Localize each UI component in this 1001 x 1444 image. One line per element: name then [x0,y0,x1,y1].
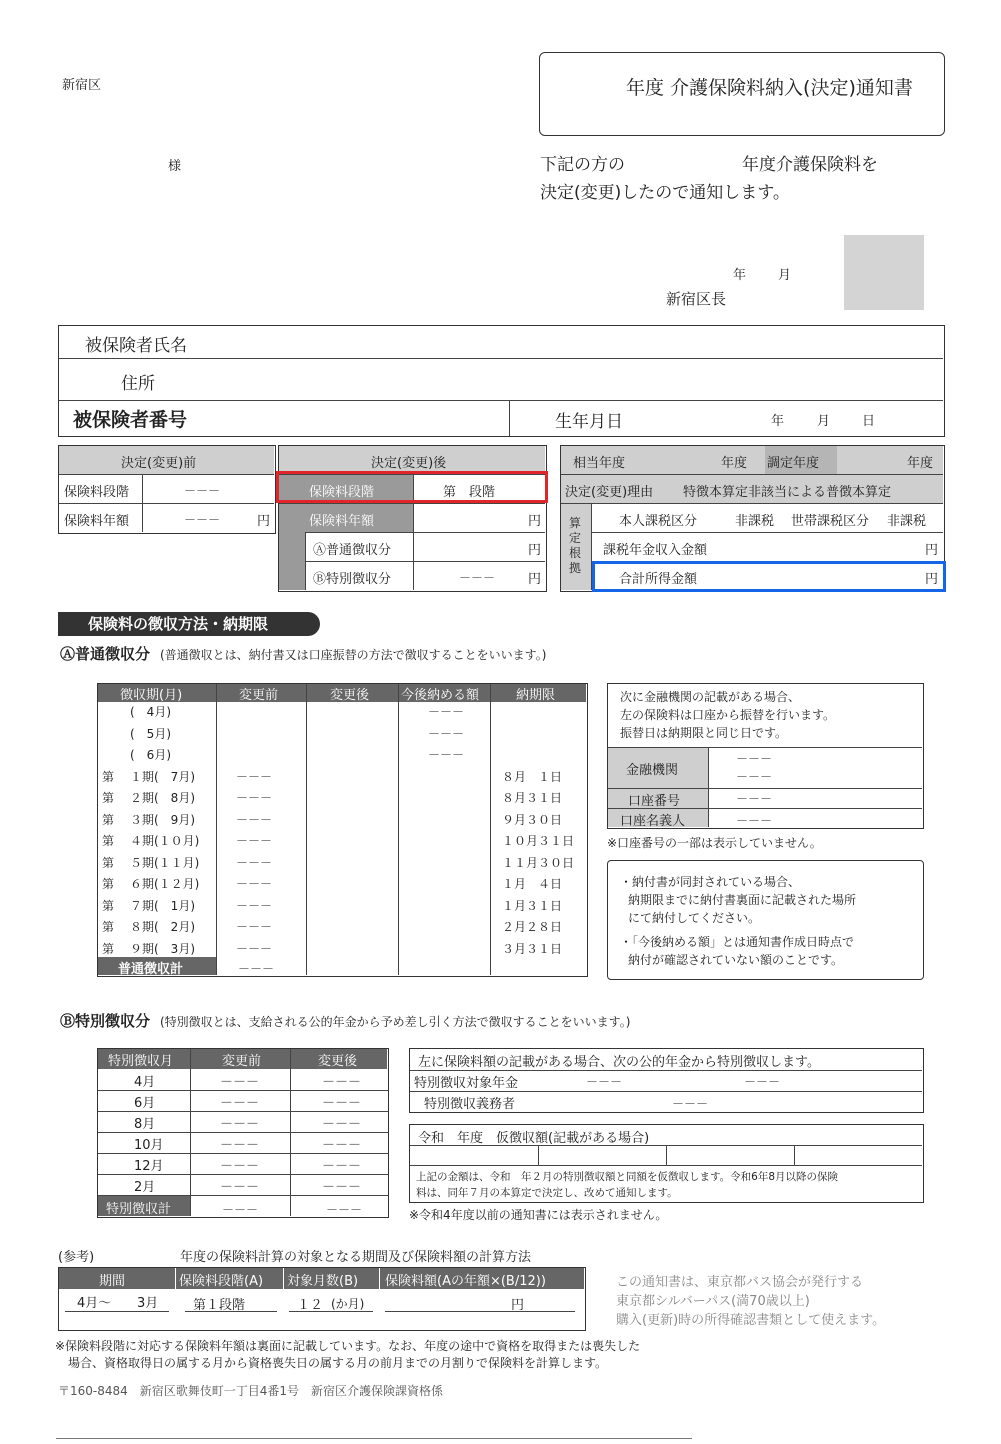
after-annual-yen: 円 [528,514,542,529]
basis-year-label: 相当年度 [573,456,626,471]
col-after: 変更後 [330,688,370,703]
bank-institution-label: 金融機関 [626,763,679,778]
normal-row-period: ( 4月) [130,705,171,719]
normal-row-period: ６期(１２月) [130,877,200,891]
after-annual-label: 保険料年額 [309,514,375,529]
special-row-divider [98,1153,388,1154]
reference-title: 年度の保険料計算の対象となる期間及び保険料額の計算方法 [180,1250,532,1265]
pension-target-label: 特別徴収対象年金 [414,1076,519,1091]
after-special-label: Ⓑ特別徴収分 [313,572,392,587]
normal-row-before: －－－ [236,812,273,827]
tax-house-value: 非課税 [887,514,927,529]
normal-row-due: ８月３１日 [502,791,563,805]
before-stage-value: －－－ [184,484,221,498]
special-footnote: ※令和4年度以前の通知書には表示されません。 [409,1208,668,1222]
after-table [278,445,547,592]
special-heading-note: (特別徴収とは、支給される公的年金から予め差し引く方法で徴収することをいいます。) [160,1015,631,1029]
normal-row-prefix: 第 [102,791,115,805]
tax-house-label: 世帯課税区分 [791,514,870,529]
normal-row-period: １期( 7月) [130,769,195,784]
ref-months-unit: (か月) [331,1297,365,1311]
special-col-after: 変更後 [318,1054,358,1069]
notice-title-box [539,52,945,136]
normal-row-period: ５期(１１月) [130,855,200,870]
silver-line2: 東京都シルバーパス(満70歳以上) [616,1294,810,1309]
col-remain: 今後納める額 [401,688,480,703]
bank-account-value: －－－ [736,792,773,806]
after-title: 決定(変更)後 [371,456,447,471]
normal-row-before: －－－ [236,898,273,913]
address-label: 住所 [121,374,155,394]
insured-info-box [58,325,945,437]
special-total-before: －－－ [222,1203,259,1217]
bank-note: ※口座番号の一部は表示していません。 [607,836,822,850]
basis-reason-value: 特徴本算定非該当による普徴本算定 [683,485,892,500]
normal-row-period: ７期( 1月) [130,898,195,913]
honorific: 様 [168,159,182,174]
before-stage-label: 保険料段階 [64,485,130,500]
normal-row-due: ３月３１日 [502,941,563,956]
ref-period-to: 3月 [137,1296,159,1311]
stage-highlight-frame [276,471,548,503]
after-stage-value: 第 段階 [443,485,496,500]
special-row-after: －－－ [322,1138,362,1153]
special-row-before: －－－ [220,1096,260,1111]
normal-row-prefix: 第 [102,769,115,784]
bank-box [607,683,924,829]
normal-heading-note: (普通徴収とは、納付書又は口座振替の方法で徴収することをいいます。) [160,648,547,662]
pension-box [409,1048,924,1113]
normal-row-prefix: 第 [102,877,115,891]
before-yen: 円 [257,514,271,529]
ref-col-period: 期間 [99,1274,126,1289]
normal-row-remain: －－－ [428,705,465,719]
note-line1: ・納付書が同封されている場合、 [620,875,801,889]
special-row-divider [98,1174,388,1175]
basis-side-label: 算定根拠 [569,516,582,575]
special-heading: Ⓑ特別徴収分 [60,1012,151,1030]
section-title: 保険料の徴収方法・納期限 [58,612,320,636]
normal-row-before: －－－ [236,855,273,870]
birth-year: 年 [771,414,785,429]
tax-self-value: 非課税 [735,514,775,529]
special-row-divider [98,1195,388,1196]
note-line4: ・「今後納める額」とは通知書作成日時点で [620,935,855,949]
pension-income-yen: 円 [925,543,939,558]
special-row-after: －－－ [322,1180,362,1195]
special-total-after: －－－ [326,1203,363,1217]
pension-target-v1: －－－ [586,1075,623,1089]
note-line3: にて納付してください。 [628,911,761,925]
normal-row-prefix: 第 [102,920,115,934]
footer-address: 〒160-8484 新宿区歌舞伎町一丁目4番1号 新宿区介護保険課資格係 [58,1384,444,1398]
normal-row-before: －－－ [236,769,273,784]
intro-line2: 決定(変更)したので通知します。 [540,183,790,203]
total-income-label: 合計所得金額 [619,572,698,587]
ref-col-months: 対象月数(B) [287,1274,359,1289]
special-col-month: 特別徴収月 [108,1054,174,1069]
normal-row-due: １月 ４日 [502,877,563,891]
mayor-title: 新宿区長 [666,290,727,308]
special-row-before: －－－ [220,1138,260,1153]
pension-target-v2: －－－ [744,1075,781,1089]
after-special-yen: 円 [528,572,542,587]
ref-stage-value: 第１段階 [193,1298,246,1313]
insured-number-label: 被保険者番号 [73,409,188,431]
birth-label: 生年月日 [555,412,623,432]
note-line2: 納期限までに納付書裏面に記載された場所 [628,893,857,907]
special-row-divider [98,1111,388,1112]
normal-row-due: ９月３０日 [502,812,563,827]
normal-row-prefix: 第 [102,941,115,956]
date-year: 年 [733,268,747,283]
silver-line3: 購入(更新)時の所得確認書類として使えます。 [616,1313,886,1328]
normal-row-period: ８期( 2月) [130,920,195,934]
total-income-yen: 円 [925,572,939,587]
ref-col-stage: 保険料段階(A) [179,1274,264,1289]
insured-name-label: 被保険者氏名 [85,336,187,356]
basis-adjust-label: 調定年度 [767,456,820,471]
normal-row-remain: －－－ [428,726,465,741]
special-col-before: 変更前 [222,1054,262,1069]
normal-heading: Ⓐ普通徴収分 [60,645,151,663]
col-due: 納期限 [516,688,556,703]
ref-period-from: 4月～ [77,1296,112,1311]
before-annual-label: 保険料年額 [64,514,130,529]
normal-row-period: ２期( 8月) [130,791,195,805]
after-special-value: －－－ [459,571,496,585]
special-total-label: 特別徴収計 [106,1202,172,1217]
pension-payer-label: 特別徴収義務者 [424,1097,516,1112]
special-row-month: 12月 [134,1159,164,1174]
basis-year-unit: 年度 [721,456,748,471]
pension-payer-value: －－－ [672,1097,709,1111]
normal-row-due: ２月２８日 [502,920,563,934]
special-row-month: 4月 [134,1075,156,1090]
normal-row-before: －－－ [236,877,273,891]
provisional-note2: 料は、同年７月の本算定で決定し、改めて通知します。 [416,1187,678,1199]
bank-line3: 振替日は納期限と同じ日です。 [620,726,788,740]
pension-title: 左に保険料額の記載がある場合、次の公的年金から特別徴収します。 [418,1055,820,1070]
bank-line2: 左の保険料は口座から振替を行います。 [620,708,836,722]
normal-row-due: １０月３１日 [502,834,575,848]
ref-col-amount: 保険料額(Aの年額×(B/12)) [385,1274,546,1289]
after-stage-label: 保険料段階 [309,485,375,500]
normal-row-before: －－－ [236,920,273,934]
notice-title: 年度 介護保険料納入(決定)通知書 [626,77,913,99]
date-month: 月 [778,268,792,283]
footer-note1: ※保険料段階に対応する保険料年額は裏面に記載しています。なお、年度の途中で資格を取得または喪失した [55,1339,641,1353]
birth-month: 月 [817,414,831,429]
normal-row-prefix: 第 [102,812,115,827]
intro-line1b: 年度介護保険料を [742,155,878,175]
normal-row-prefix: 第 [102,834,115,848]
bank-institution-value: －－－ [736,752,773,766]
bank-account-label: 口座番号 [628,794,681,809]
bank-holder-label: 口座名義人 [620,814,686,829]
special-row-divider [98,1090,388,1091]
income-highlight-frame [592,561,946,592]
special-row-month: 2月 [134,1180,156,1195]
ref-amount-yen: 円 [511,1298,525,1313]
after-normal-label: Ⓐ普通徴収分 [313,543,392,558]
after-normal-yen: 円 [528,543,542,558]
footer-note2: 場合、資格取得日の属する月から資格喪失日の属する月の前月までの月割りで保険料を計算します。 [68,1356,608,1370]
special-row-after: －－－ [322,1075,362,1090]
normal-row-period: ９期( 3月) [130,941,195,956]
col-period: 徴収期(月) [120,688,183,703]
normal-row-before: －－－ [236,791,273,805]
normal-row-period: ４期(１０月) [130,834,200,848]
normal-total-label: 普通徴収計 [118,962,184,977]
normal-row-due: ８月 １日 [502,769,563,784]
provisional-title: 令和 年度 仮徴収額(記載がある場合) [418,1131,650,1146]
basis-reason-label: 決定(変更)理由 [565,485,654,500]
normal-row-due: １１月３０日 [502,855,575,870]
before-title: 決定(変更)前 [121,456,197,471]
birth-day: 日 [862,414,876,429]
bank-holder-value: －－－ [736,814,773,828]
normal-row-period: ( 6月) [130,748,171,762]
ref-months-value: １２ [297,1298,324,1313]
normal-row-before: －－－ [236,941,273,956]
before-table [58,445,276,534]
normal-row-period: ( 5月) [130,726,171,741]
special-row-before: －－－ [220,1117,260,1132]
tax-self-label: 本人課税区分 [619,514,698,529]
basis-adjust-unit: 年度 [907,456,934,471]
bank-line1: 次に金融機関の記載がある場合、 [620,690,801,704]
pension-income-label: 課税年金収入金額 [603,543,708,558]
bank-institution-value2: －－－ [736,770,773,784]
special-row-month: 8月 [134,1117,156,1132]
provisional-box [409,1124,924,1203]
reference-label: (参考) [58,1250,95,1265]
special-row-after: －－－ [322,1096,362,1111]
notes-box [607,860,924,980]
special-row-month: 10月 [134,1138,164,1153]
ward-name: 新宿区 [62,78,102,93]
special-row-after: －－－ [322,1159,362,1174]
special-row-month: 6月 [134,1096,156,1111]
normal-row-remain: －－－ [428,748,465,762]
normal-row-due: １月３１日 [502,898,563,913]
provisional-note1: 上記の金額は、令和 年２月の特別徴収額と同額を仮徴収します。令和6年8月以降の保険 [416,1171,839,1183]
special-row-before: －－－ [220,1159,260,1174]
normal-row-period: ３期( 9月) [130,812,195,827]
normal-row-prefix: 第 [102,855,115,870]
normal-row-prefix: 第 [102,898,115,913]
note-line5: 納付が確認されていない額のことです。 [628,953,844,967]
col-before: 変更前 [239,688,279,703]
reference-table [58,1267,586,1331]
normal-row-before: －－－ [236,834,273,848]
special-row-before: －－－ [220,1075,260,1090]
normal-total-before: －－－ [238,962,275,976]
before-annual-value: －－－ [184,513,221,527]
intro-line1a: 下記の方の [540,155,625,175]
official-seal-placeholder [844,235,924,310]
special-row-after: －－－ [322,1117,362,1132]
silver-line1: この通知書は、東京都バス協会が発行する [616,1275,864,1290]
special-row-divider [98,1132,388,1133]
special-row-before: －－－ [220,1180,260,1195]
